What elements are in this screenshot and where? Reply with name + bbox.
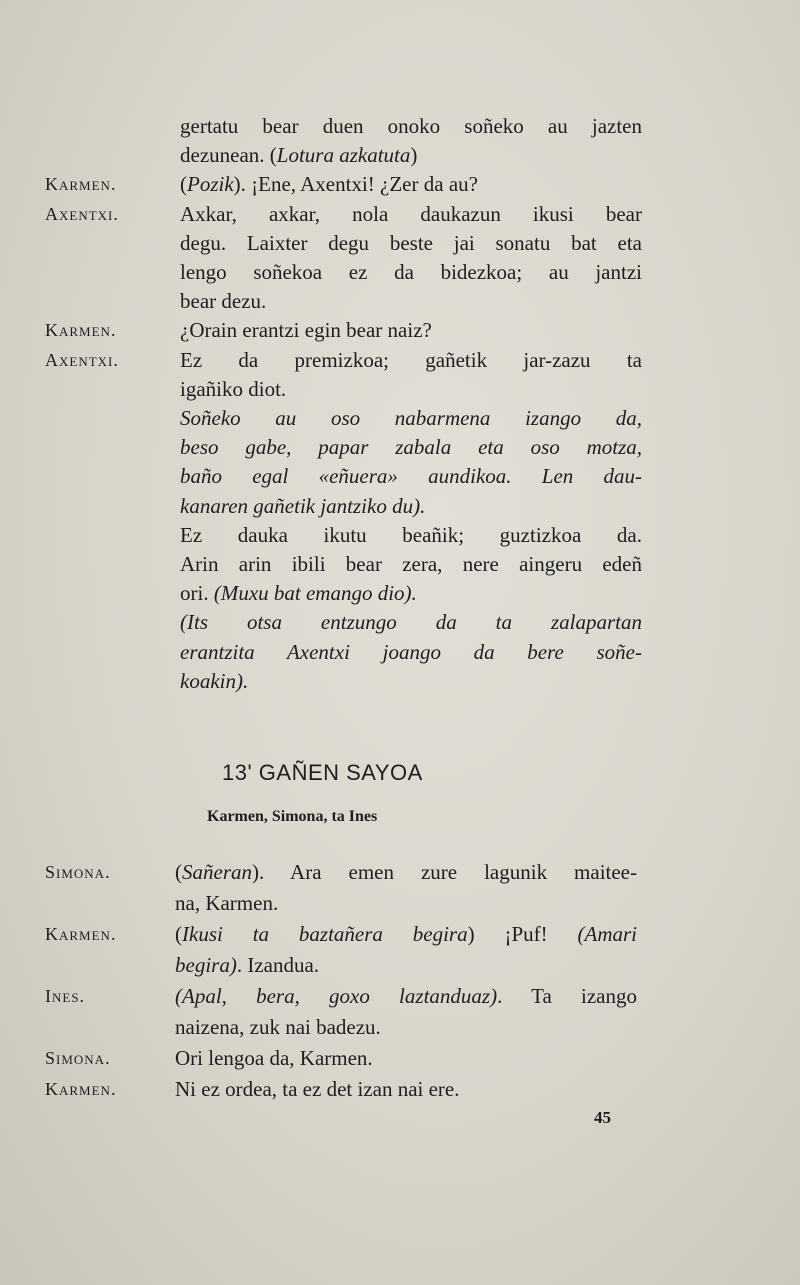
speaker-name: Karmen. xyxy=(45,924,117,944)
dialogue-line: Ez dauka ikutu beañik; guztizkoa da. xyxy=(180,522,642,547)
speaker-name: Simona. xyxy=(45,1048,111,1068)
scene-characters: Karmen, Simona, ta Ines xyxy=(207,808,378,825)
dialogue-line: igañiko diot. xyxy=(180,376,287,401)
dialogue-line: Ori lengoa da, Karmen. xyxy=(175,1046,373,1070)
dialogue-line: Axkar, axkar, nola daukazun ikusi bear xyxy=(180,201,642,226)
dialogue-line: erantzita Axentxi joango da bere soñe- xyxy=(180,639,642,664)
speaker-name: Ines. xyxy=(45,986,86,1006)
page-number: 45 xyxy=(594,1108,611,1127)
dialogue-line: Soñeko au oso nabarmena izango da, xyxy=(180,406,642,430)
dialogue-line: begira). Izandua. xyxy=(175,953,320,977)
speaker-name: Axentxi. xyxy=(45,203,119,224)
dialogue-line: degu. Laixter degu beste jai sonatu bat eta xyxy=(180,230,642,255)
dialogue-line: Ni ez ordea, ta ez det izan nai ere. xyxy=(175,1077,460,1101)
dialogue-line: lengo soñekoa ez da bidezkoa; au jantzi xyxy=(180,260,642,284)
dialogue-line: (Ikusi ta baztañera begira) ¡Puf! (Amari xyxy=(175,922,638,946)
dialogue-line: dezunean. (Lotura azkatuta) xyxy=(180,143,418,168)
dialogue-line: ¿Orain erantzi egin bear naiz? xyxy=(180,318,432,343)
dialogue-line: koakin). xyxy=(180,668,249,693)
dialogue-line: gertatu bear duen onoko soñeko au jazten xyxy=(180,114,642,138)
speaker-name: Karmen. xyxy=(45,174,117,195)
speaker-name: Axentxi. xyxy=(45,349,119,370)
dialogue-line: (Its otsa entzungo da ta zalapartan xyxy=(180,610,642,635)
dialogue-line: naizena, zuk nai badezu. xyxy=(175,1015,381,1039)
dialogue-line: beso gabe, papar zabala eta oso motza, xyxy=(180,435,642,460)
dialogue-line: kanaren gañetik jantziko du). xyxy=(180,493,426,518)
dialogue-line: na, Karmen. xyxy=(175,891,279,915)
speaker-name: Karmen. xyxy=(45,1079,117,1099)
dialogue-line: (Pozik). ¡Ene, Axentxi! ¿Zer da au? xyxy=(180,172,478,197)
speaker-name: Simona. xyxy=(45,862,111,882)
dialogue-line: bear dezu. xyxy=(180,289,267,314)
scene-title: 13' GAÑEN SAYOA xyxy=(222,760,423,785)
dialogue-line: (Apal, bera, goxo laztanduaz). Ta izango xyxy=(175,984,638,1008)
dialogue-line: baño egal «eñuera» aundikoa. Len dau- xyxy=(180,464,642,489)
dialogue-line: Ez da premizkoa; gañetik jar-zazu ta xyxy=(180,347,642,372)
dialogue-line: ori. (Muxu bat emango dio). xyxy=(180,581,417,606)
speaker-name: Karmen. xyxy=(45,320,117,341)
dialogue-line: (Sañeran). Ara emen zure lagunik maitee- xyxy=(175,860,637,884)
dialogue-line: Arin arin ibili bear zera, nere aingeru edeñ xyxy=(180,552,642,576)
